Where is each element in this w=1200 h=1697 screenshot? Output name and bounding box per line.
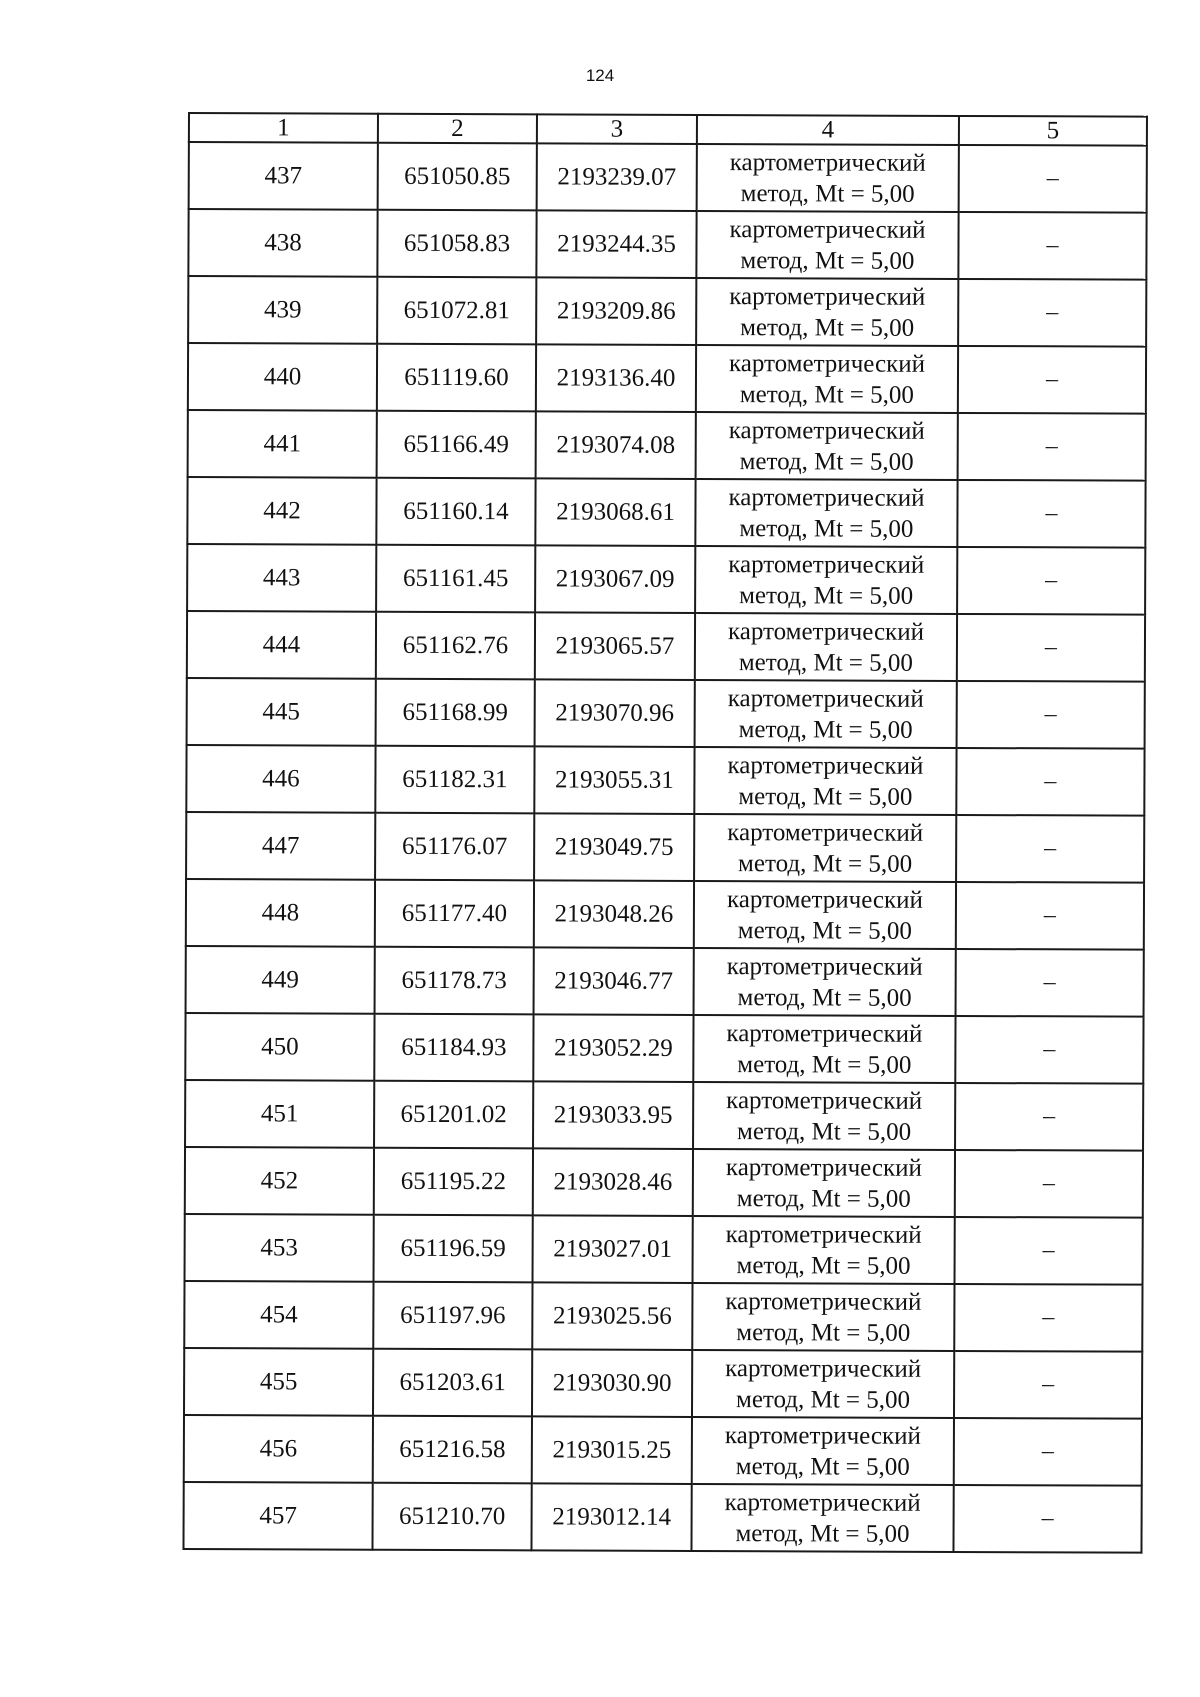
method-line-1: картометрический [724, 1488, 921, 1517]
method-line-2: метод, Mt = 5,00 [738, 849, 913, 878]
note-cell: – [958, 279, 1146, 347]
note-cell: – [956, 748, 1144, 816]
table-row [189, 142, 1147, 213]
method-line-2: метод, Mt = 5,00 [735, 1519, 910, 1548]
column-header-3: 3 [537, 114, 697, 144]
method-line-2: метод, Mt = 5,00 [737, 1050, 912, 1079]
y-coordinate-cell: 2193244.35 [536, 210, 696, 278]
y-coordinate-cell: 2193025.56 [532, 1282, 692, 1350]
table-row [186, 879, 1144, 950]
method-line-2: метод, Mt = 5,00 [739, 447, 914, 476]
y-coordinate-cell: 2193046.77 [534, 947, 694, 1015]
table-row [187, 477, 1145, 548]
method-line-1: картометрический [728, 550, 925, 579]
method-line-1: картометрический [729, 148, 926, 177]
table-row [184, 1281, 1142, 1352]
method-line-2: метод, Mt = 5,00 [739, 514, 914, 543]
point-number-cell: 450 [185, 1013, 374, 1081]
x-coordinate-cell: 651210.70 [372, 1483, 531, 1551]
note-cell: – [957, 614, 1145, 682]
method-line-2: метод, Mt = 5,00 [737, 1117, 912, 1146]
page-number: 124 [585, 66, 615, 85]
table-row [188, 343, 1146, 414]
table-row [187, 611, 1145, 682]
y-coordinate-cell: 2193068.61 [535, 478, 695, 546]
table-row [185, 1147, 1143, 1218]
coordinates-table [182, 112, 1148, 1554]
x-coordinate-cell: 651203.61 [373, 1349, 532, 1417]
y-coordinate-cell: 2193209.86 [536, 277, 696, 345]
method-line-1: картометрический [725, 1153, 922, 1182]
table-row [186, 946, 1144, 1017]
point-number-cell: 448 [186, 879, 375, 947]
method-cell [696, 278, 958, 346]
note-cell: – [955, 1016, 1143, 1084]
method-cell [694, 881, 956, 949]
x-coordinate-cell: 651177.40 [375, 880, 534, 948]
method-cell [694, 948, 956, 1016]
point-number-cell: 447 [186, 812, 375, 880]
table-row [187, 544, 1145, 615]
point-number-cell: 437 [189, 142, 378, 210]
table-row [185, 1214, 1143, 1285]
method-line-2: метод, Mt = 5,00 [740, 313, 915, 342]
note-cell: – [957, 547, 1145, 615]
note-cell: – [959, 145, 1147, 213]
y-coordinate-cell: 2193028.46 [533, 1148, 693, 1216]
y-coordinate-cell: 2193070.96 [535, 679, 695, 747]
method-line-2: метод, Mt = 5,00 [736, 1251, 911, 1280]
y-coordinate-cell: 2193048.26 [534, 880, 694, 948]
method-line-2: метод, Mt = 5,00 [735, 1452, 910, 1481]
y-coordinate-cell: 2193067.09 [535, 545, 695, 613]
method-cell [695, 479, 957, 547]
x-coordinate-cell: 651166.49 [377, 411, 536, 479]
point-number-cell: 456 [184, 1415, 373, 1483]
method-cell [696, 412, 958, 480]
note-cell: – [957, 480, 1145, 548]
point-number-cell: 446 [186, 745, 375, 813]
table-body [183, 142, 1146, 1553]
method-cell [695, 680, 957, 748]
method-cell [692, 1417, 954, 1485]
x-coordinate-cell: 651058.83 [377, 210, 536, 278]
x-coordinate-cell: 651176.07 [375, 813, 534, 881]
x-coordinate-cell: 651197.96 [373, 1282, 532, 1350]
method-line-1: картометрический [725, 1354, 922, 1383]
point-number-cell: 455 [184, 1348, 373, 1416]
x-coordinate-cell: 651182.31 [375, 746, 534, 814]
method-line-2: метод, Mt = 5,00 [740, 179, 915, 208]
note-cell: – [958, 212, 1146, 280]
note-cell: – [954, 1351, 1142, 1419]
note-cell: – [955, 1217, 1143, 1285]
note-cell: – [957, 681, 1145, 749]
point-number-cell: 438 [188, 209, 377, 277]
table-row [188, 410, 1146, 481]
table-header-row [189, 113, 1147, 146]
method-cell [691, 1484, 953, 1552]
point-number-cell: 453 [185, 1214, 374, 1282]
method-cell [692, 1283, 954, 1351]
method-line-2: метод, Mt = 5,00 [739, 581, 914, 610]
method-line-1: картометрический [729, 215, 926, 244]
x-coordinate-cell: 651072.81 [377, 277, 536, 345]
method-line-1: картометрический [726, 952, 923, 981]
method-line-2: метод, Mt = 5,00 [736, 1184, 911, 1213]
column-header-4: 4 [697, 115, 959, 145]
method-line-1: картометрический [728, 349, 926, 378]
table-row [186, 812, 1144, 883]
method-line-2: метод, Mt = 5,00 [735, 1385, 911, 1414]
x-coordinate-cell: 651119.60 [377, 344, 536, 412]
x-coordinate-cell: 651161.45 [376, 545, 535, 613]
method-line-2: метод, Mt = 5,00 [737, 983, 912, 1012]
method-line-1: картометрический [726, 1019, 923, 1048]
method-cell [693, 1216, 955, 1284]
method-cell [694, 747, 956, 815]
method-cell [693, 1082, 955, 1150]
method-cell [697, 144, 959, 212]
method-line-1: картометрический [728, 483, 925, 512]
method-line-2: метод, Mt = 5,00 [738, 715, 913, 744]
point-number-cell: 443 [187, 544, 376, 612]
method-line-1: картометрический [725, 1287, 922, 1316]
note-cell: – [958, 413, 1146, 481]
table-row [188, 209, 1146, 280]
method-line-2: метод, Mt = 5,00 [738, 782, 913, 811]
point-number-cell: 454 [184, 1281, 373, 1349]
y-coordinate-cell: 2193030.90 [532, 1349, 692, 1417]
y-coordinate-cell: 2193049.75 [534, 813, 694, 881]
method-line-2: метод, Mt = 5,00 [740, 246, 915, 275]
method-line-1: картометрический [724, 1421, 921, 1450]
method-cell [692, 1350, 954, 1418]
y-coordinate-cell: 2193015.25 [532, 1416, 692, 1484]
note-cell: – [956, 882, 1144, 950]
method-line-2: метод, Mt = 5,00 [739, 380, 914, 409]
method-line-1: картометрический [727, 751, 924, 780]
point-number-cell: 444 [187, 611, 376, 679]
x-coordinate-cell: 651216.58 [373, 1416, 532, 1484]
method-line-2: метод, Mt = 5,00 [738, 648, 913, 677]
point-number-cell: 440 [188, 343, 377, 411]
table-row [183, 1482, 1141, 1553]
x-coordinate-cell: 651196.59 [374, 1215, 533, 1283]
y-coordinate-cell: 2193065.57 [535, 612, 695, 680]
method-cell [694, 814, 956, 882]
table-row [188, 276, 1146, 347]
point-number-cell: 451 [185, 1080, 374, 1148]
method-line-1: картометрический [727, 617, 925, 646]
y-coordinate-cell: 2193074.08 [536, 411, 696, 479]
column-header-2: 2 [378, 114, 537, 144]
method-cell [696, 211, 958, 279]
x-coordinate-cell: 651160.14 [376, 478, 535, 546]
method-line-1: картометрический [727, 684, 924, 713]
note-cell: – [954, 1284, 1142, 1352]
x-coordinate-cell: 651162.76 [376, 612, 535, 680]
method-line-1: картометрический [727, 818, 924, 847]
x-coordinate-cell: 651178.73 [375, 947, 534, 1015]
table-row [184, 1415, 1142, 1486]
table-row [184, 1348, 1142, 1419]
y-coordinate-cell: 2193027.01 [533, 1215, 693, 1283]
point-number-cell: 439 [188, 276, 377, 344]
column-header-1: 1 [189, 113, 378, 143]
table-row [187, 678, 1145, 749]
note-cell: – [956, 815, 1144, 883]
x-coordinate-cell: 651201.02 [374, 1081, 533, 1149]
table-row [185, 1013, 1143, 1084]
method-cell [695, 613, 957, 681]
point-number-cell: 445 [187, 678, 376, 746]
point-number-cell: 442 [187, 477, 376, 545]
point-number-cell: 441 [188, 410, 377, 478]
method-line-1: картометрический [725, 1220, 922, 1249]
note-cell: – [953, 1485, 1141, 1553]
method-line-2: метод, Mt = 5,00 [736, 1318, 911, 1347]
method-cell [696, 345, 958, 413]
note-cell: – [958, 346, 1146, 414]
point-number-cell: 449 [186, 946, 375, 1014]
point-number-cell: 457 [183, 1482, 372, 1550]
method-cell [693, 1015, 955, 1083]
point-number-cell: 452 [185, 1147, 374, 1215]
method-cell [693, 1149, 955, 1217]
y-coordinate-cell: 2193239.07 [537, 143, 697, 211]
note-cell: – [955, 1150, 1143, 1218]
y-coordinate-cell: 2193033.95 [533, 1081, 693, 1149]
x-coordinate-cell: 651195.22 [374, 1148, 533, 1216]
method-line-1: картометрический [726, 1086, 923, 1115]
x-coordinate-cell: 651050.85 [378, 143, 537, 211]
y-coordinate-cell: 2193012.14 [531, 1483, 691, 1551]
x-coordinate-cell: 651168.99 [376, 679, 535, 747]
x-coordinate-cell: 651184.93 [374, 1014, 533, 1082]
note-cell: – [955, 1083, 1143, 1151]
table-row [185, 1080, 1143, 1151]
method-line-1: картометрический [728, 416, 925, 445]
method-line-2: метод, Mt = 5,00 [737, 916, 912, 945]
y-coordinate-cell: 2193136.40 [536, 344, 696, 412]
method-line-1: картометрический [729, 282, 926, 311]
note-cell: – [954, 1418, 1142, 1486]
y-coordinate-cell: 2193052.29 [533, 1014, 693, 1082]
method-line-1: картометрический [726, 885, 924, 914]
y-coordinate-cell: 2193055.31 [534, 746, 694, 814]
column-header-5: 5 [959, 116, 1147, 146]
note-cell: – [956, 949, 1144, 1017]
method-cell [695, 546, 957, 614]
table-row [186, 745, 1144, 816]
